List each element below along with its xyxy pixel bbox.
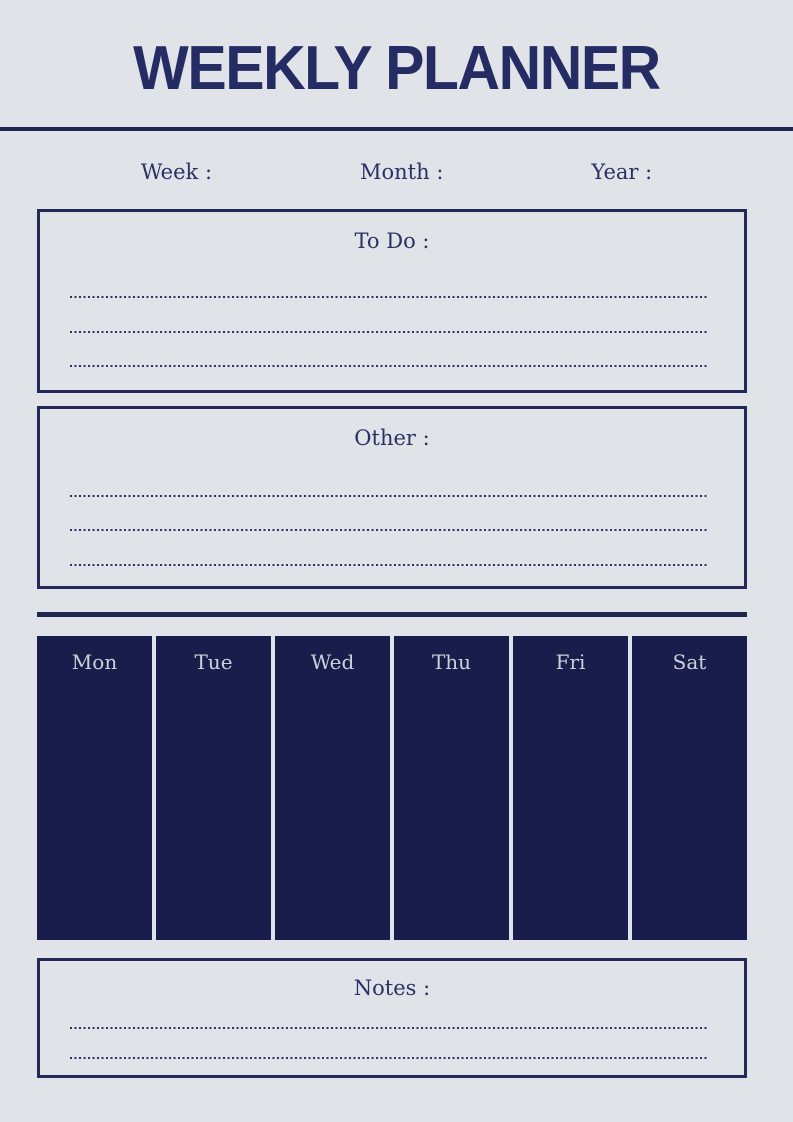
- day-column-thu: [394, 636, 509, 940]
- day-column-tue: [156, 636, 271, 940]
- todo-writing-line: [70, 365, 708, 367]
- day-column-sat: [632, 636, 747, 940]
- page-title: WEEKLY PLANNER: [133, 34, 660, 103]
- month-field-label: Month :: [360, 160, 444, 184]
- other-writing-line: [70, 529, 708, 531]
- fields-row: [0, 160, 793, 184]
- day-label-sat: Sat: [672, 650, 707, 674]
- day-label-fri: Fri: [555, 650, 586, 674]
- day-label-thu: Thu: [431, 650, 472, 674]
- year-field-label: Year :: [591, 160, 653, 184]
- header-divider: [0, 127, 793, 131]
- other-writing-line: [70, 495, 708, 497]
- week-field-label: Week :: [140, 160, 213, 184]
- todo-section-title: To Do :: [354, 229, 430, 253]
- todo-writing-line: [70, 331, 708, 333]
- notes-writing-line: [70, 1057, 708, 1059]
- notes-section: [37, 958, 747, 1078]
- day-label-wed: Wed: [310, 650, 355, 674]
- todo-writing-line: [70, 296, 708, 298]
- notes-writing-line: [70, 1027, 708, 1029]
- day-column-mon: [37, 636, 152, 940]
- day-label-mon: Mon: [71, 650, 118, 674]
- notes-section-title: Notes :: [353, 976, 431, 1000]
- other-writing-line: [70, 564, 708, 566]
- week-grid-divider: [37, 612, 747, 617]
- other-section: [37, 406, 747, 589]
- todo-section: [37, 209, 747, 393]
- day-column-wed: [275, 636, 390, 940]
- day-column-fri: [513, 636, 628, 940]
- week-grid: [37, 636, 747, 940]
- other-section-title: Other :: [354, 426, 430, 450]
- day-label-tue: Tue: [194, 650, 233, 674]
